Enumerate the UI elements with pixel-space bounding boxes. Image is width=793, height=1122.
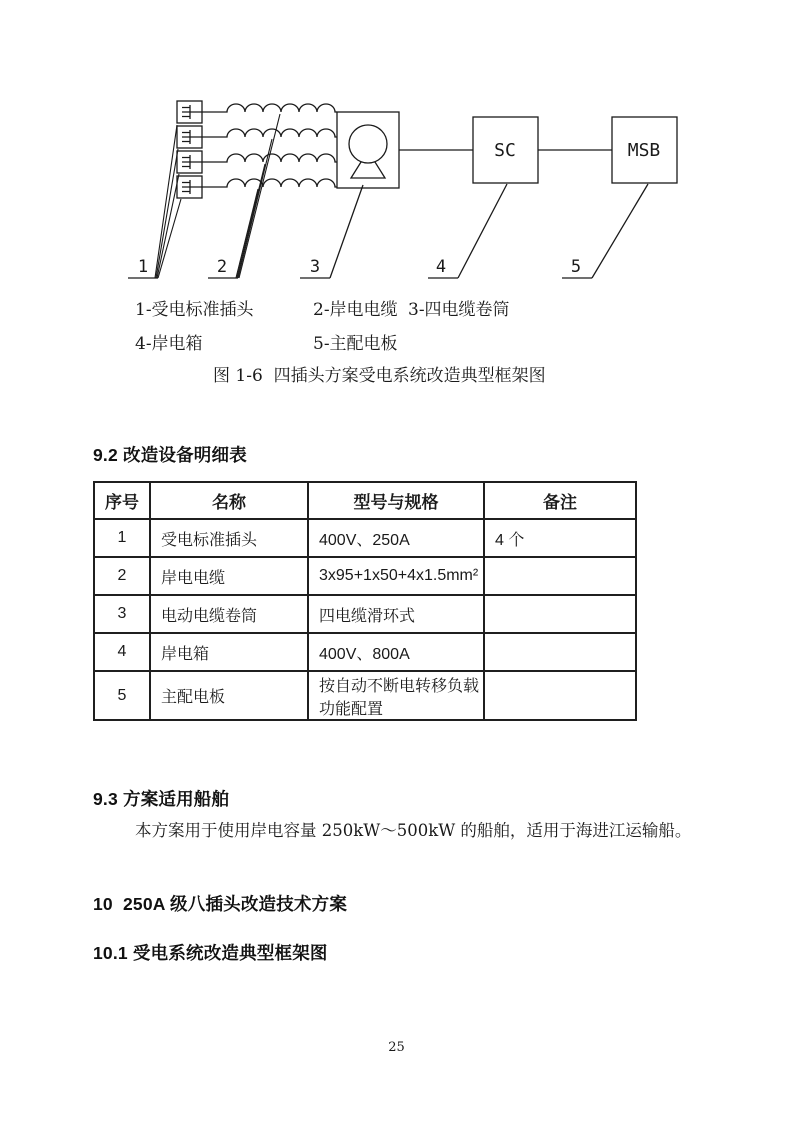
column-header-name: 名称 xyxy=(150,482,308,519)
cell-seq: 2 xyxy=(94,557,150,595)
cell-name: 岸电电缆 xyxy=(150,557,308,595)
page-number: 25 xyxy=(388,1040,405,1055)
cell-spec: 3x95+1x50+4x1.5mm² xyxy=(308,557,484,595)
motor-icon xyxy=(349,125,387,163)
cell-name: 电动电缆卷筒 xyxy=(150,595,308,633)
callout-number: 3 xyxy=(309,257,321,277)
legend-item-plug: 1-受电标准插头 xyxy=(135,300,254,320)
shore-plug-icon xyxy=(177,126,202,148)
section-heading-9-3: 9.3 方案适用船舶 xyxy=(93,789,230,809)
sc-box-label: SC xyxy=(494,140,516,161)
cell-note: 4 个 xyxy=(484,519,636,557)
shore-plug-icon xyxy=(177,101,202,123)
table-row xyxy=(94,595,636,633)
cell-seq: 3 xyxy=(94,595,150,633)
leader-line xyxy=(592,184,648,278)
cell-name: 受电标准插头 xyxy=(150,519,308,557)
legend-item-reel: 3-四电缆卷筒 xyxy=(408,300,510,320)
cell-note xyxy=(484,633,636,671)
cell-spec: 400V、800A xyxy=(308,633,484,671)
cable-coil-path xyxy=(202,179,337,187)
leader-line xyxy=(458,184,507,278)
cell-note xyxy=(484,671,636,720)
column-header-note: 备注 xyxy=(484,482,636,519)
cell-spec: 按自动不断电转移负载功能配置 xyxy=(308,671,484,720)
column-header-spec: 型号与规格 xyxy=(308,482,484,519)
column-header-seq: 序号 xyxy=(94,482,150,519)
section-heading-9-2: 9.2 改造设备明细表 xyxy=(93,445,247,465)
msb-box-label: MSB xyxy=(627,140,661,161)
cell-seq: 5 xyxy=(94,671,150,720)
cell-name: 岸电箱 xyxy=(150,633,308,671)
table-row xyxy=(94,519,636,557)
table-row xyxy=(94,557,636,595)
cell-note xyxy=(484,595,636,633)
table-header-row xyxy=(94,482,636,519)
cable-reel-box xyxy=(337,112,399,188)
callout-number: 5 xyxy=(570,257,582,277)
shore-plug-icon xyxy=(177,176,202,198)
shore-plug-icon xyxy=(177,151,202,173)
section-9-3-paragraph: 本方案用于使用岸电容量 250kW～500kW 的船舶，适用于海进江运输船。 xyxy=(135,821,692,840)
cable-coil-path xyxy=(202,104,337,112)
legend-item-shorebox: 4-岸电箱 xyxy=(135,334,203,354)
system-diagram xyxy=(0,0,793,300)
section-heading-10: 10 250A 级八插头改造技术方案 xyxy=(93,894,348,914)
legend-item-msb: 5-主配电板 xyxy=(313,334,398,354)
table-row xyxy=(94,633,636,671)
cell-spec: 400V、250A xyxy=(308,519,484,557)
figure-caption: 图 1-6 四插头方案受电系统改造典型框架图 xyxy=(213,366,546,386)
leader-line xyxy=(330,185,363,278)
cell-name: 主配电板 xyxy=(150,671,308,720)
cell-note xyxy=(484,557,636,595)
section-heading-10-1: 10.1 受电系统改造典型框架图 xyxy=(93,943,328,963)
legend-item-cable: 2-岸电电缆 xyxy=(313,300,398,320)
leader-line xyxy=(236,114,280,278)
cell-seq: 4 xyxy=(94,633,150,671)
callout-number: 2 xyxy=(216,257,228,277)
callout-number: 1 xyxy=(137,257,149,277)
equipment-table xyxy=(93,481,637,721)
cell-spec: 四电缆滑环式 xyxy=(308,595,484,633)
callout-number: 4 xyxy=(435,257,447,277)
cell-seq: 1 xyxy=(94,519,150,557)
cable-coil-path xyxy=(202,129,337,137)
table-row xyxy=(94,671,636,720)
